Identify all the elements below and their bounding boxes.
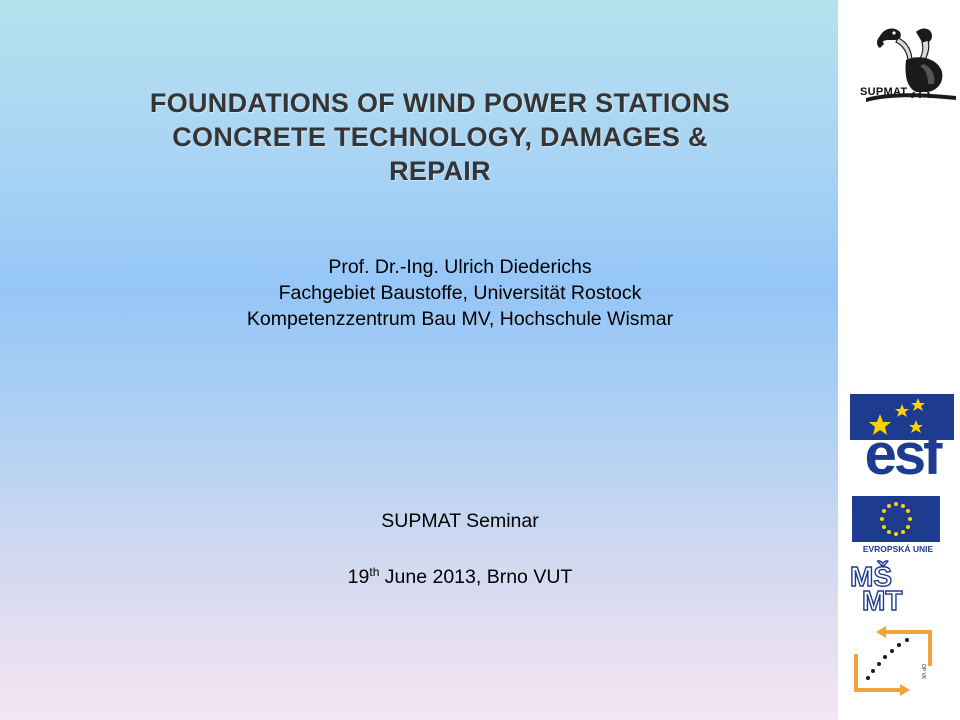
- seminar-name: SUPMAT Seminar: [381, 510, 539, 532]
- author-block: [120, 254, 800, 332]
- esf-logo-text: esf: [864, 422, 940, 487]
- slide-title: [60, 86, 820, 188]
- opvk-arrow-icon: [852, 626, 936, 696]
- author-affiliation-2: Kompetenzzentrum Bau MV, Hochschule Wismar: [246, 308, 674, 330]
- author-affiliation-1: Fachgebiet Baustoffe, Universität Rostock: [278, 282, 642, 304]
- msmt-logo-bottom: MT: [862, 585, 903, 616]
- msmt-logo: [850, 561, 930, 616]
- opvk-logo-text: OP VK: [920, 664, 926, 680]
- logo-sidebar: [838, 0, 960, 720]
- author-name: Prof. Dr.-Ing. Ulrich Diederichs: [328, 256, 592, 278]
- msmt-logo-top: MŠ: [850, 561, 892, 592]
- date-ordinal: th: [369, 565, 380, 579]
- supmat-logo-text: SUPMAT: [860, 86, 908, 98]
- opvk-logo: [852, 626, 936, 696]
- title-line-3: REPAIR: [389, 156, 491, 186]
- eu-flag-logo: [852, 496, 940, 556]
- eu-flag-icon: [852, 496, 940, 542]
- event-date: [260, 566, 660, 589]
- esf-logo: [850, 394, 954, 486]
- date-rest: June 2013, Brno VUT: [379, 566, 573, 588]
- title-line-2: CONCRETE TECHNOLOGY, DAMAGES &: [172, 122, 708, 152]
- eu-logo-text: EVROPSKÁ UNIE: [862, 544, 934, 554]
- title-line-1: FOUNDATIONS OF WIND POWER STATIONS: [149, 88, 731, 118]
- supmat-logo: [858, 18, 958, 108]
- date-day: 19: [347, 566, 370, 588]
